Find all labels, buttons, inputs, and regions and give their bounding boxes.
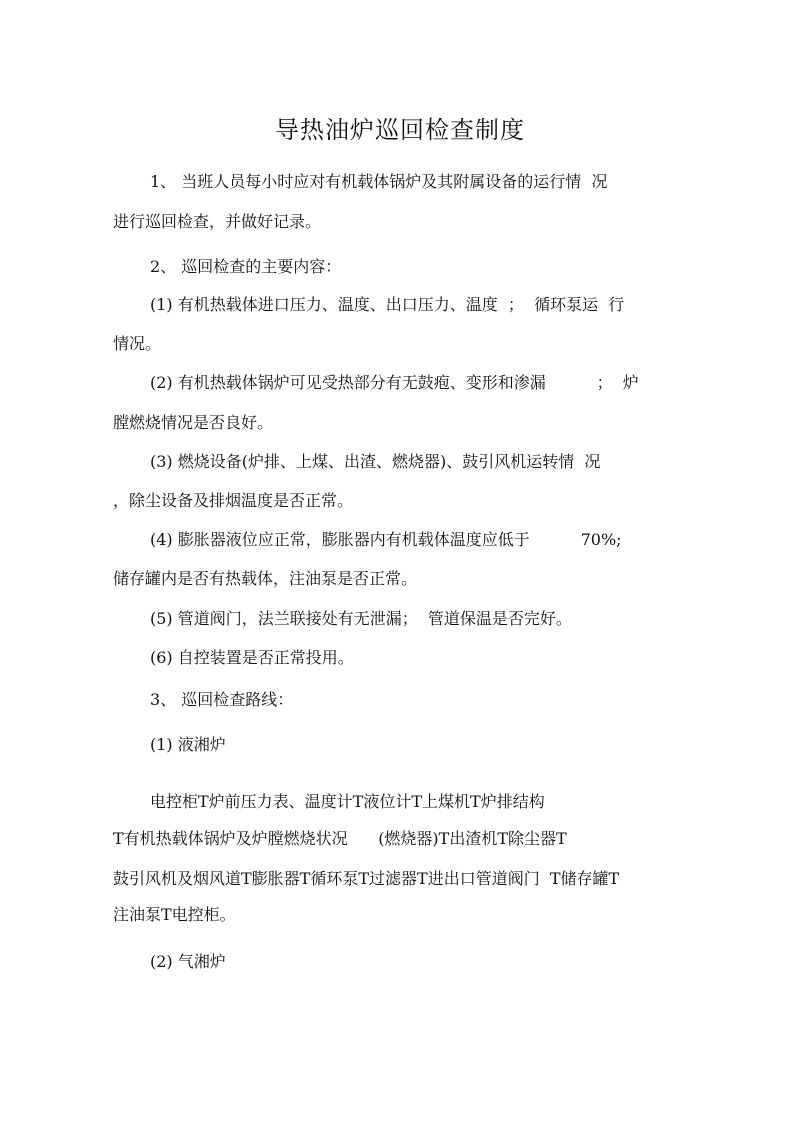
paragraph-line: 1、 当班人员每小时应对有机载体锅炉及其附属设备的运行情 况 [150,172,608,191]
paragraph-line: (2) 气湘炉 [150,952,226,971]
paragraph-line: (4) 膨胀器液位应正常，膨胀器内有机载体温度应低于 70%; [150,530,622,549]
paragraph-line: (3) 燃烧设备(炉排、上煤、出渣、燃烧器)、鼓引风机运转情 况 [150,452,601,471]
paragraph-line: 鼓引风机及烟风道T膨胀器T循环泵T过滤器T进出口管道阀门 T储存罐T [113,869,620,888]
paragraph-line: T有机热载体锅炉及炉膛燃烧状况 (燃烧器)T出渣机T除尘器T [113,829,567,848]
paragraph-line: 2、 巡回检查的主要内容： [150,257,342,276]
paragraph-line: (1) 有机热载体进口压力、温度、出口压力、温度 ； 循环泵运 行 [150,295,625,314]
paragraph-line: 电控柜T炉前压力表、温度计T液位计T上煤机T炉排结构 [150,792,545,811]
paragraph-line: 膛燃烧情况是否良好。 [113,413,274,432]
paragraph-line: 储存罐内是否有热载体，注油泵是否正常。 [113,569,418,588]
paragraph-line: 注油泵T电控柜。 [113,905,236,924]
paragraph-line: 进行巡回检查，并做好记录。 [113,212,322,231]
paragraph-line: 情况。 [113,334,162,353]
paragraph-line: (2) 有机热载体锅炉可见受热部分有无鼓疱、变形和渗漏 ； 炉 [150,373,639,392]
paragraph-line: (6) 自控装置是否正常投用。 [150,648,354,667]
paragraph-line: (1) 液湘炉 [150,735,226,754]
document-title: 导热油炉巡回检查制度 [275,116,525,144]
paragraph-line: 3、 巡回检查路线： [150,690,294,709]
paragraph-line: ，除尘设备及排烟温度是否正常。 [113,491,354,510]
paragraph-line: (5) 管道阀门，法兰联接处有无泄漏； 管道保温是否完好。 [150,609,572,628]
